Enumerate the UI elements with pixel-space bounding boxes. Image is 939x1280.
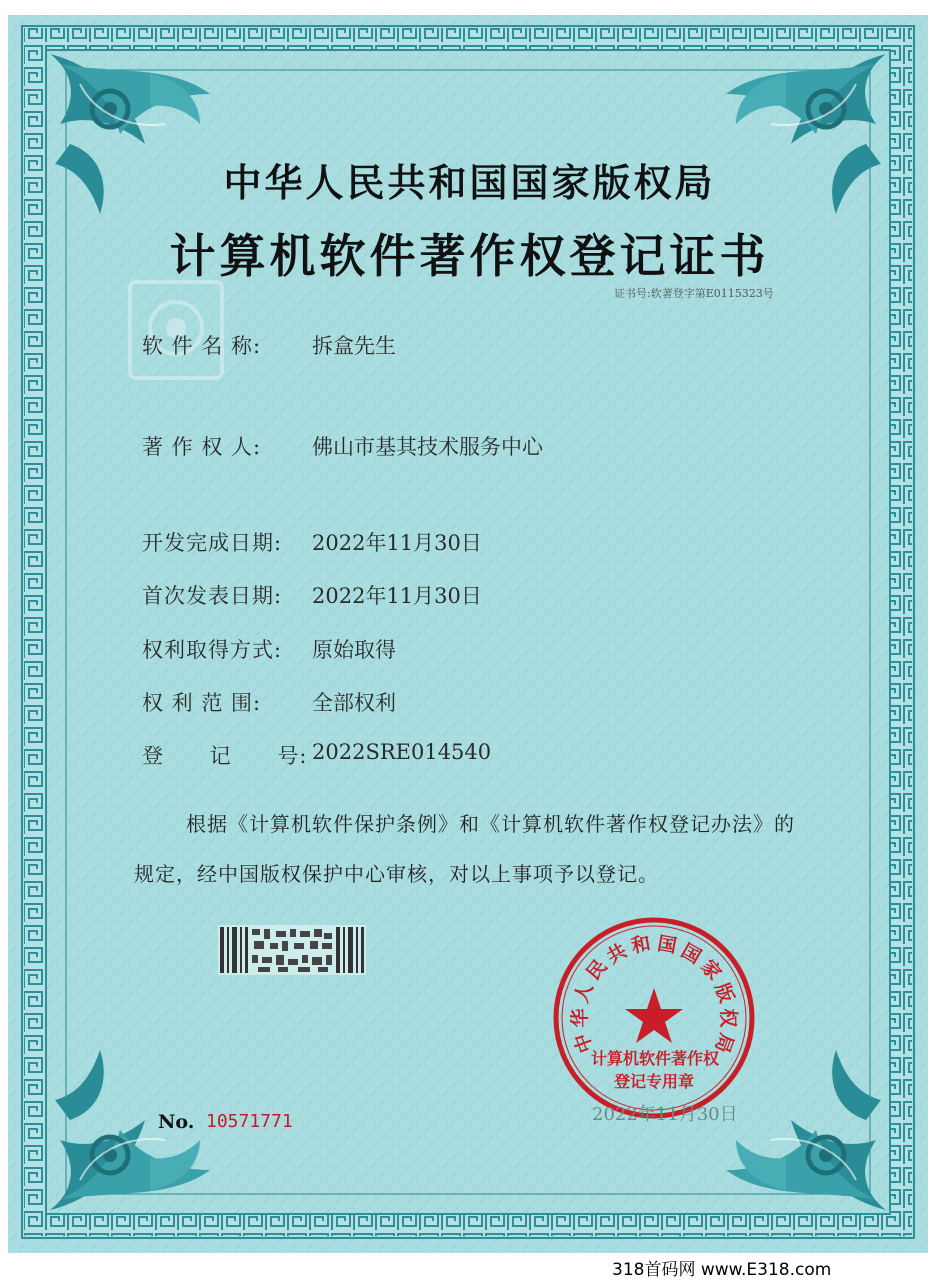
issue-date: 2022年11月30日: [592, 1104, 738, 1125]
field-value-registration-no: 2022SRE014540: [312, 740, 492, 764]
field-value-scope: 全部权利: [312, 691, 396, 715]
seal-ring-char: 国: [655, 932, 679, 958]
field-label-registration-no: 登 记 号:: [142, 744, 308, 768]
barcode: [218, 925, 366, 975]
seal-ring-char: 局: [709, 1030, 738, 1056]
seal-ring-char: 人: [570, 979, 599, 1006]
seal-ring-char: 华: [569, 1008, 591, 1028]
field-value-completion-date: 2022年11月30日: [312, 531, 482, 555]
seal-ring-char: 版: [709, 979, 738, 1006]
field-label-owner: 著 作 权 人:: [142, 435, 262, 459]
body-text-line-2: 规定，经中国版权保护中心审核，对以上事项予以登记。: [134, 862, 659, 886]
seal-ring-char: 中: [570, 1030, 599, 1057]
seal-ring-char: 民: [582, 956, 612, 985]
seal-line-1: 计算机软件著作权: [591, 1049, 720, 1068]
seal-ring-char: 家: [696, 956, 726, 985]
field-value-publish-date: 2022年11月30日: [312, 584, 482, 608]
serial-label: No.: [158, 1111, 195, 1133]
seal-ring-char: 共: [603, 939, 631, 969]
field-label-scope: 权 利 范 围:: [142, 691, 262, 715]
seal-ring-char: 国: [677, 939, 705, 969]
certificate-title: 计算机软件著作权登记证书: [169, 229, 770, 283]
certificate-number: 证书号:软著登字第E0115323号: [614, 287, 774, 300]
seal-line-2: 登记专用章: [613, 1072, 694, 1091]
field-label-acquisition: 权利取得方式:: [142, 638, 283, 662]
issuer-heading: 中华人民共和国国家版权局: [223, 161, 716, 205]
seal-ring-char: 和: [629, 932, 653, 958]
body-text-line-1: 根据《计算机软件保护条例》和《计算机软件著作权登记办法》的: [186, 812, 795, 836]
serial-number: 10571771: [206, 1111, 293, 1132]
field-value-acquisition: 原始取得: [312, 638, 396, 662]
site-watermark: 318首码网 www.E318.com: [612, 1260, 832, 1280]
field-value-software-name: 拆盒先生: [312, 334, 396, 358]
field-value-owner: 佛山市基其技术服务中心: [312, 435, 543, 459]
seal-ring-char: 权: [717, 1008, 739, 1028]
field-label-publish-date: 首次发表日期:: [142, 584, 283, 608]
field-label-completion-date: 开发完成日期:: [142, 531, 283, 555]
field-label-software-name: 软 件 名 称:: [142, 334, 262, 358]
